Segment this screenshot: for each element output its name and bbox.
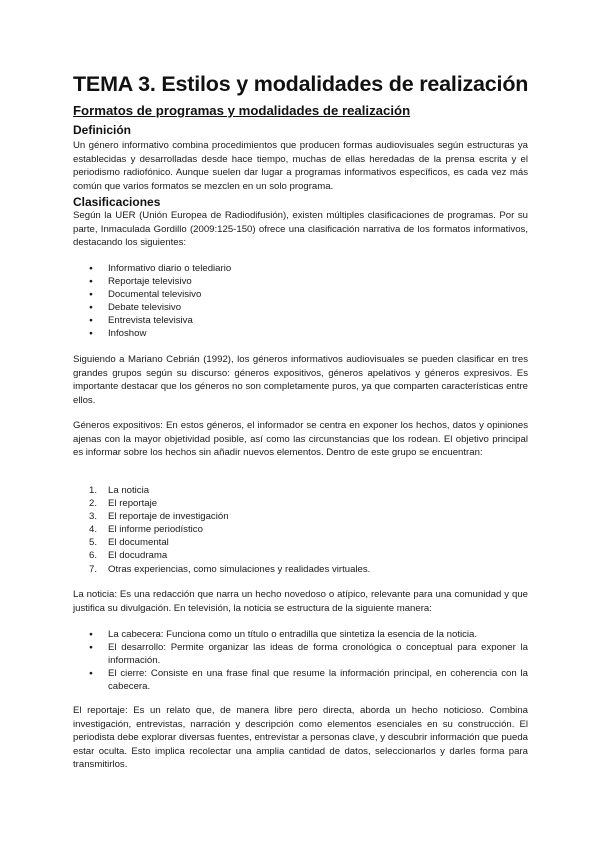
list-item: 6. El docudrama [89,550,168,562]
section-subtitle: Formatos de programas y modalidades de realización [73,103,411,118]
list-item: 7. Otras experiencias, como simulaciones y realidades virtuales. [89,563,371,575]
list-item: ● Entrevista televisiva [73,314,231,327]
definicion-paragraph: Un género informativo combina procedimientos que producen formas audiovisuales según estructuras ya establecidas y desarrolladas desde hace tiempo, muchas de ellas heredadas de la prensa escrita y el periodismo radiofónico. Aunque suelen dar lugar a programas informativos específicos, es cada vez más común que varios formatos se mezclen en un solo programa. [73,140,528,192]
expositivos-list [73,484,370,576]
list-item: ● Reportaje televisivo [73,275,231,288]
cebrian-paragraph: Siguiendo a Mariano Cebrián (1992), los géneros informativos audiovisuales se pueden clasificar en tres grandes grupos según su discurso: géneros expositivos, géneros apelativos y géneros expresivos. Es importante destacar que los géneros no son completamente puros, ya que comparten características entre ellos. [73,354,528,406]
page-title: TEMA 3. Estilos y modalidades de realización [73,72,529,96]
list-item: 4. El informe periodístico [89,524,203,536]
list-item: ● Infoshow [73,327,231,340]
list-item: ● El desarrollo: Permite organizar las ideas de forma cronológica o conceptual para exponer la información. [73,641,528,667]
list-item: ● La cabecera: Funciona como un título o entradilla que sintetiza la esencia de la noticia. [73,628,528,641]
clasificaciones-intro: Según la UER (Unión Europea de Radiodifusión), existen múltiples clasificaciones de programas. Por su parte, Inmaculada Gordillo (2009:125-150) ofrece una clasificación narrativa de los formatos informativos, destacando los siguientes: [73,210,528,249]
clasificaciones-heading: Clasificaciones [73,195,161,209]
list-item: ● El cierre: Consiste en una frase final que resume la información principal, en coherencia con la cabecera. [73,667,528,693]
list-item: ● Debate televisivo [73,301,231,314]
list-item: 5. El documental [89,537,169,549]
list-item: ● Documental televisivo [73,288,231,301]
estructura-noticia-list [73,628,528,693]
noticia-paragraph: La noticia: Es una redacción que narra un hecho novedoso o atípico, relevante para una comunidad y que justifica su divulgación. En televisión, la noticia se estructura de la siguiente manera: [73,589,528,614]
reportaje-paragraph: El reportaje: Es un relato que, de manera libre pero directa, aborda un hecho noticioso. Combina investigación, entrevistas, narración y descripción como elementos esenciales en su construcción. El periodista debe explorar diversas fuentes, entrevistar a personas clave, y descubrir información que pueda estar oculta. Esto implica recolectar una amplia cantidad de datos, seleccionarlos y darles forma para transmitirlos. [73,705,528,771]
list-item: 2. El reportaje [89,498,158,510]
definicion-heading: Definición [73,123,132,137]
list-item: ● Informativo diario o telediario [73,262,231,275]
list-item: 3. El reportaje de investigación [89,511,229,523]
list-item: 1. La noticia [89,485,150,496]
formatos-list [73,262,231,341]
expositivos-paragraph: Géneros expositivos: En estos géneros, el informador se centra en exponer los hechos, datos y opiniones ajenas con la mayor objetividad posible, así como las circunstancias que los rodean. El objetivo principal es informar sobre los hechos sin añadir nuevos elementos. Dentro de este grupo se encuentran: [73,420,528,459]
